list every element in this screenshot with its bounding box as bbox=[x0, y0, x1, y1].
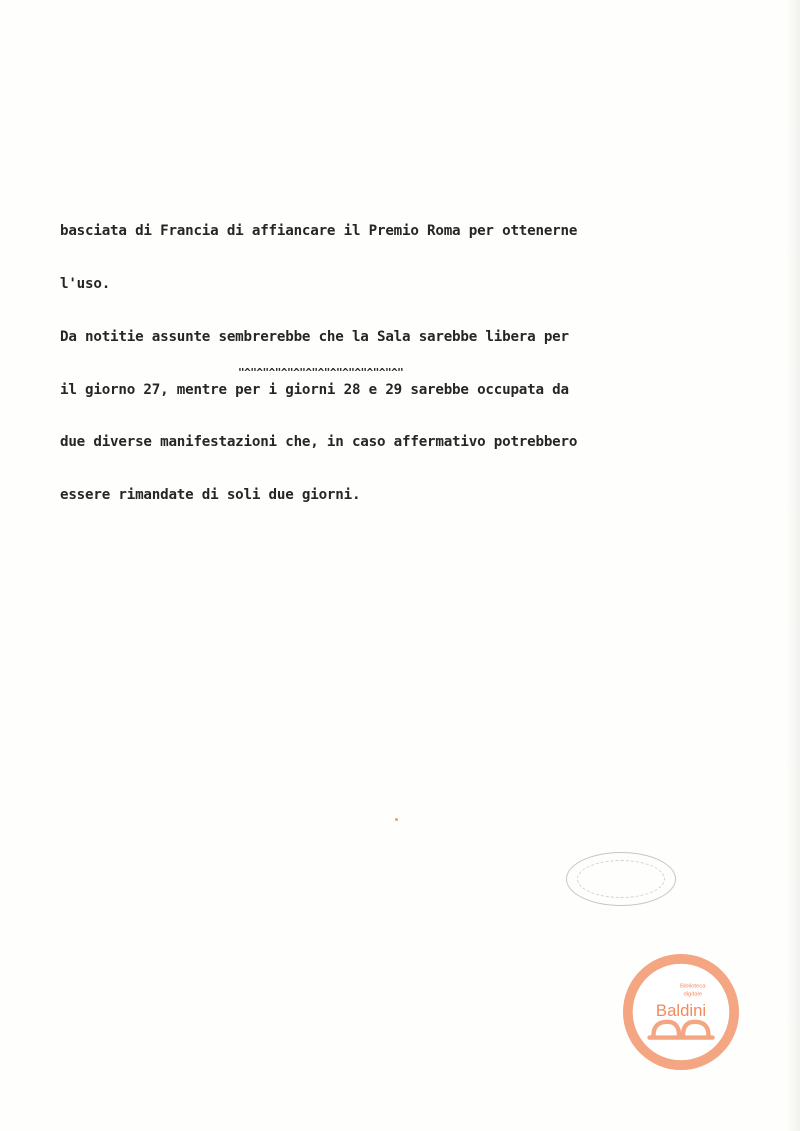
text-line: l'uso. bbox=[60, 275, 111, 292]
logo-title: Baldini bbox=[655, 1000, 707, 1020]
typed-paragraph bbox=[60, 188, 700, 540]
logo-subtitle-1: Biblioteca bbox=[680, 983, 706, 990]
ink-speck bbox=[395, 818, 398, 821]
library-stamp-icon bbox=[566, 852, 676, 906]
paper-edge bbox=[786, 0, 800, 1131]
text-line: essere rimandate di soli due giorni. bbox=[60, 487, 361, 504]
library-logo bbox=[622, 953, 740, 1071]
text-line: basciata di Francia di affiancare il Premio Roma per ottenerne bbox=[60, 223, 578, 240]
logo-subtitle-2: digitale bbox=[683, 991, 703, 998]
text-line: due diverse manifestazioni che, in caso affermativo potrebbero bbox=[60, 434, 578, 451]
text-line: il giorno 27, mentre per i giorni 28 e 29 sarebbe occupata da bbox=[60, 381, 569, 398]
text-line: Da notitie assunte sembrerebbe che la Sala sarebbe libera per bbox=[60, 328, 569, 345]
section-divider: "^"^"^"^"^"^"^"^"^"^"^"^"^" bbox=[238, 366, 404, 379]
